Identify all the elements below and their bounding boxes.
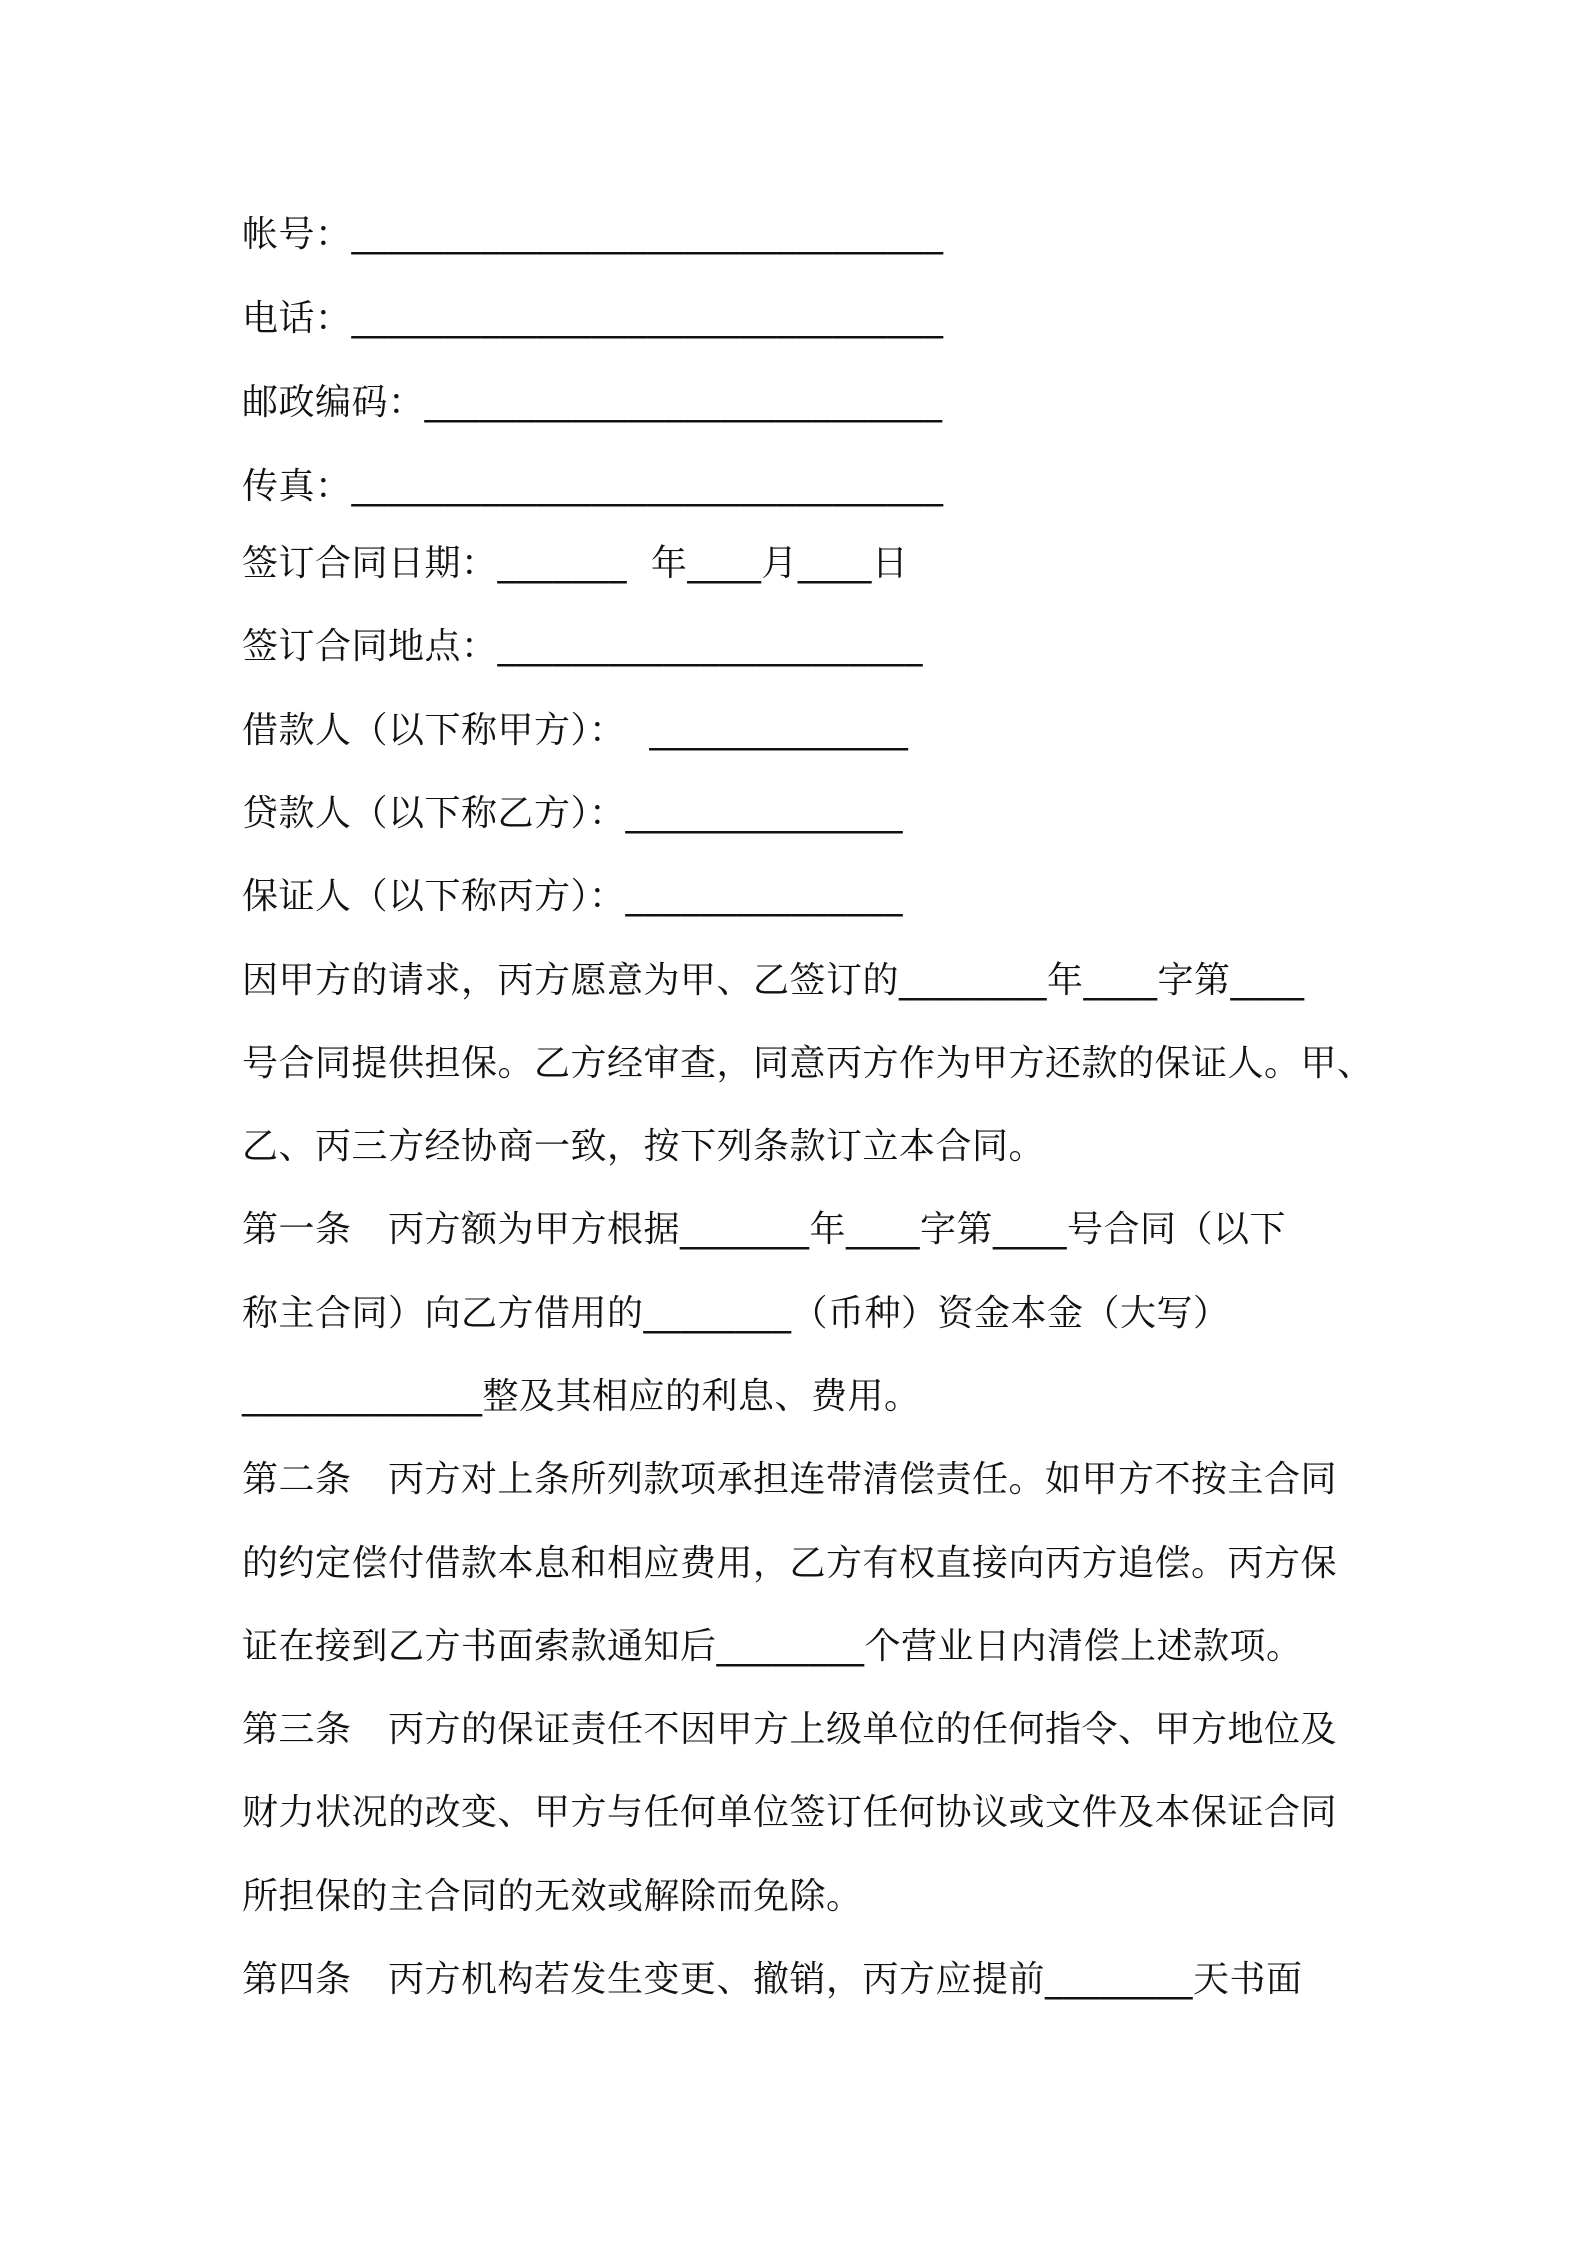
article-1-line: 称主合同）向乙方借用的________（币种）资金本金（大写） xyxy=(242,1293,1230,1334)
field-fax: 传真：________________________________ xyxy=(242,466,944,507)
field-account: 帐号：________________________________ xyxy=(242,214,944,255)
article-3-line: 所担保的主合同的无效或解除而免除。 xyxy=(242,1876,863,1917)
field-sign-date: 签订合同日期：_______ 年____月____日 xyxy=(242,543,909,584)
field-borrower: 借款人（以下称甲方）： ______________ xyxy=(242,710,909,751)
article-1-line: 第一条 丙方额为甲方根据_______年____字第____号合同（以下 xyxy=(242,1209,1287,1250)
body-line: 乙、丙三方经协商一致，按下列条款订立本合同。 xyxy=(242,1126,1046,1167)
field-phone: 电话：________________________________ xyxy=(242,298,944,339)
body-line: 因甲方的请求，丙方愿意为甲、乙签订的________年____字第____ xyxy=(242,960,1305,1001)
article-4-line: 第四条 丙方机构若发生变更、撤销，丙方应提前________天书面 xyxy=(242,1959,1303,2000)
article-2-line: 的约定偿付借款本息和相应费用，乙方有权直接向丙方追偿。丙方保 xyxy=(242,1543,1338,1584)
article-2-line: 第二条 丙方对上条所列款项承担连带清偿责任。如甲方不按主合同 xyxy=(242,1459,1338,1500)
article-2-line: 证在接到乙方书面索款通知后________个营业日内清偿上述款项。 xyxy=(242,1626,1303,1667)
field-lender: 贷款人（以下称乙方）：_______________ xyxy=(242,793,904,834)
field-guarantor: 保证人（以下称丙方）：_______________ xyxy=(242,876,904,917)
field-sign-place: 签订合同地点：_______________________ xyxy=(242,626,924,667)
field-postal-code: 邮政编码：____________________________ xyxy=(242,382,943,423)
article-3-line: 第三条 丙方的保证责任不因甲方上级单位的任何指令、甲方地位及 xyxy=(242,1709,1338,1750)
body-line: 号合同提供担保。乙方经审查，同意丙方作为甲方还款的保证人。甲、 xyxy=(242,1043,1374,1084)
article-3-line: 财力状况的改变、甲方与任何单位签订任何协议或文件及本保证合同 xyxy=(242,1792,1338,1833)
article-1-line: _____________整及其相应的利息、费用。 xyxy=(242,1376,921,1417)
